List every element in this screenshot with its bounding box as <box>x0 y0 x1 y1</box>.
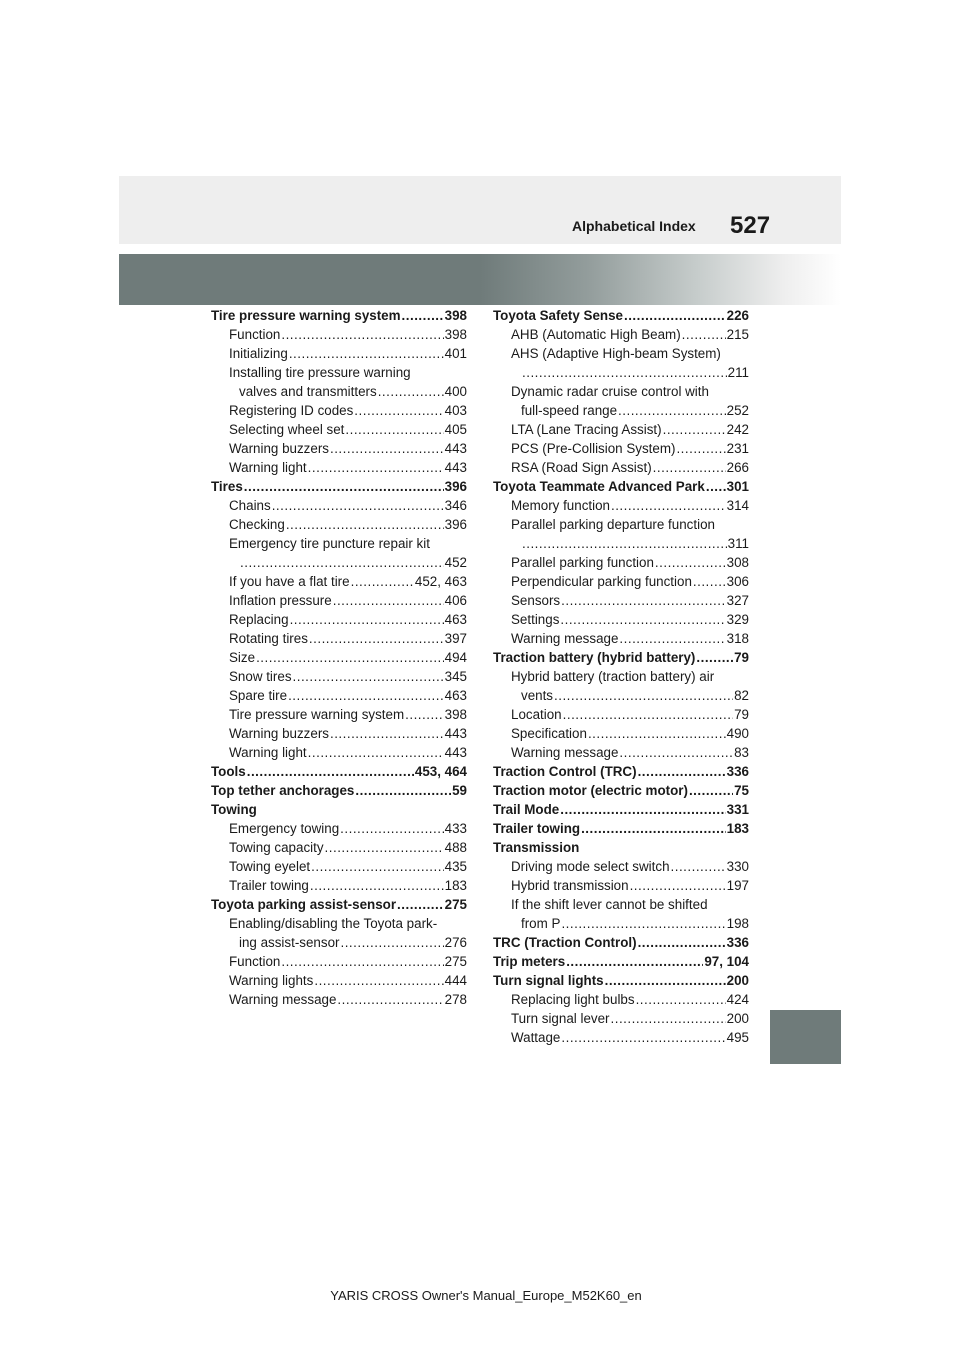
index-entry-label: Parallel parking function <box>511 555 654 570</box>
index-entry-page: 494 <box>444 650 467 665</box>
index-entry-label: Warning message <box>229 992 337 1007</box>
index-entry-page: 200 <box>726 973 749 988</box>
index-entry-label: If you have a flat tire <box>229 574 350 589</box>
dot-leader <box>340 933 443 952</box>
dot-leader <box>351 572 414 591</box>
dot-leader <box>605 971 726 990</box>
index-entry-page: 308 <box>726 555 749 570</box>
index-entry-page: 495 <box>726 1030 749 1045</box>
index-entry <box>493 496 749 515</box>
index-entry <box>211 971 467 990</box>
index-entry-page: 444 <box>444 973 467 988</box>
footer-manual-id: YARIS CROSS Owner's Manual_Europe_M52K60_en <box>330 1288 642 1303</box>
index-entry-page: 424 <box>726 992 749 1007</box>
index-entry <box>493 800 749 819</box>
index-entry <box>493 306 749 325</box>
index-entry-page: 301 <box>726 479 749 494</box>
index-entry-label: Warning buzzers <box>229 441 329 456</box>
dot-leader <box>402 306 444 325</box>
index-entry-page: 397 <box>444 631 467 646</box>
index-entry-label: Initializing <box>229 346 288 361</box>
index-entry-label: Towing <box>211 802 257 817</box>
index-entry-page: 400 <box>444 384 467 399</box>
index-entry-page: 463 <box>444 688 467 703</box>
index-entry-label: Parallel parking departure function <box>511 517 715 532</box>
index-entry <box>493 610 749 629</box>
index-entry-label: TRC (Traction Control) <box>493 935 637 950</box>
index-entry-label: RSA (Road Sign Assist) <box>511 460 652 475</box>
index-entry <box>493 914 749 933</box>
index-entry-page: 327 <box>726 593 749 608</box>
index-entry-label: Driving mode select switch <box>511 859 670 874</box>
index-entry-label: Enabling/disabling the Toyota park- <box>229 916 438 931</box>
index-column-left <box>211 306 467 1009</box>
index-entry-page: 197 <box>726 878 749 893</box>
index-entry <box>493 990 749 1009</box>
index-entry-label: LTA (Lane Tracing Assist) <box>511 422 662 437</box>
index-entry <box>493 838 749 857</box>
dot-leader <box>630 876 726 895</box>
index-entry <box>493 895 749 914</box>
index-entry <box>211 933 467 952</box>
index-entry <box>211 572 467 591</box>
index-entry-page: 330 <box>726 859 749 874</box>
index-entry-label: Toyota Safety Sense <box>493 308 623 323</box>
index-entry-label: Towing capacity <box>229 840 324 855</box>
index-entry <box>211 914 467 933</box>
index-entry <box>211 990 467 1009</box>
index-entry <box>211 819 467 838</box>
index-entry-label: Tools <box>211 764 246 779</box>
dot-leader <box>397 895 444 914</box>
index-entry <box>493 344 749 363</box>
index-entry-page: 278 <box>444 992 467 1007</box>
index-entry-page: 435 <box>444 859 467 874</box>
index-entry <box>493 781 749 800</box>
index-entry-page: 405 <box>444 422 467 437</box>
dot-leader <box>566 952 703 971</box>
dot-leader <box>581 819 726 838</box>
index-entry-page: 198 <box>726 916 749 931</box>
index-entry <box>493 705 749 724</box>
dot-leader <box>405 705 444 724</box>
dot-leader <box>693 572 726 591</box>
dot-leader <box>689 781 733 800</box>
index-entry-page: 398 <box>444 308 467 323</box>
index-entry-label: from P <box>521 916 561 931</box>
index-entry-page: 488 <box>444 840 467 855</box>
index-entry-label: Emergency tire puncture repair kit <box>229 536 430 551</box>
index-entry-label: PCS (Pre-Collision System) <box>511 441 676 456</box>
dot-leader <box>290 610 444 629</box>
index-entry-label: Turn signal lights <box>493 973 604 988</box>
dot-leader <box>619 743 733 762</box>
dot-leader <box>308 743 444 762</box>
index-entry <box>493 572 749 591</box>
dot-leader <box>653 458 726 477</box>
index-entry <box>493 382 749 401</box>
index-entry-label: Emergency towing <box>229 821 340 836</box>
dot-leader <box>663 420 726 439</box>
index-entry-label: Traction motor (electric motor) <box>493 783 688 798</box>
index-entry <box>493 819 749 838</box>
index-entry-page: 82 <box>734 688 749 703</box>
index-entry <box>493 686 749 705</box>
index-entry-page: 83 <box>734 745 749 760</box>
index-entry-label: valves and transmitters <box>239 384 377 399</box>
index-entry-page: 183 <box>444 878 467 893</box>
index-entry <box>211 781 467 800</box>
index-entry <box>211 705 467 724</box>
index-entry-label: If the shift lever cannot be shifted <box>511 897 708 912</box>
index-entry <box>493 591 749 610</box>
index-entry-page: 252 <box>726 403 749 418</box>
index-entry-page: 490 <box>726 726 749 741</box>
dot-leader <box>354 401 443 420</box>
dot-leader <box>561 591 726 610</box>
index-entry <box>493 1009 749 1028</box>
index-entry-label: Hybrid transmission <box>511 878 629 893</box>
index-entry-page: 200 <box>726 1011 749 1026</box>
page-number: 527 <box>730 212 771 239</box>
index-entry <box>211 401 467 420</box>
index-entry-label: Toyota Teammate Advanced Park <box>493 479 705 494</box>
index-entry-page: 276 <box>444 935 467 950</box>
index-entry-label: Warning message <box>511 631 619 646</box>
index-entry <box>211 553 467 572</box>
index-entry <box>493 724 749 743</box>
index-entry-label: Towing eyelet <box>229 859 311 874</box>
index-entry-label: Settings <box>511 612 560 627</box>
index-entry <box>211 534 467 553</box>
dot-leader <box>325 838 444 857</box>
dot-leader <box>522 363 727 382</box>
dot-leader <box>638 762 726 781</box>
index-entry <box>211 800 467 819</box>
dot-leader <box>560 610 725 629</box>
index-entry-label: Warning buzzers <box>229 726 329 741</box>
index-entry-page: 433 <box>444 821 467 836</box>
index-entry-label: Traction Control (TRC) <box>493 764 637 779</box>
index-column-right <box>493 306 749 1047</box>
index-entry-label: Snow tires <box>229 669 292 684</box>
index-entry-label: Perpendicular parking function <box>511 574 692 589</box>
index-entry <box>211 306 467 325</box>
index-entry-label: Tire pressure warning system <box>211 308 401 323</box>
index-entry <box>211 629 467 648</box>
index-entry-page: 314 <box>726 498 749 513</box>
index-entry-page: 97, 104 <box>704 954 749 969</box>
dot-leader <box>706 477 726 496</box>
dot-leader <box>286 515 444 534</box>
index-entry-page: 183 <box>726 821 749 836</box>
dot-leader <box>288 686 444 705</box>
dot-leader <box>619 629 725 648</box>
dot-leader <box>638 933 726 952</box>
index-entry <box>493 458 749 477</box>
dot-leader <box>310 876 444 895</box>
dot-leader <box>293 667 444 686</box>
dot-leader <box>618 401 726 420</box>
index-entry <box>493 933 749 952</box>
index-entry <box>493 1028 749 1047</box>
index-entry <box>493 648 749 667</box>
index-entry-label: Function <box>229 954 281 969</box>
index-entry-label: full-speed range <box>521 403 618 418</box>
index-entry-label: Spare tire <box>229 688 288 703</box>
index-entry-label: Traction battery (hybrid battery) <box>493 650 696 665</box>
index-entry-page: 329 <box>726 612 749 627</box>
index-entry <box>211 762 467 781</box>
index-entry-page: 275 <box>444 954 467 969</box>
index-entry <box>211 363 467 382</box>
index-entry-page: 79 <box>734 650 749 665</box>
index-entry <box>211 382 467 401</box>
index-entry-page: 463 <box>444 612 467 627</box>
index-entry-page: 396 <box>444 517 467 532</box>
index-entry-label: Size <box>229 650 256 665</box>
index-entry-page: 443 <box>444 726 467 741</box>
index-entry-page: 336 <box>726 935 749 950</box>
index-entry-page: 215 <box>726 327 749 342</box>
index-entry-page: 231 <box>726 441 749 456</box>
gradient-band <box>119 254 841 305</box>
index-entry <box>211 648 467 667</box>
index-entry <box>493 420 749 439</box>
index-entry <box>493 553 749 572</box>
index-entry-label: Trip meters <box>493 954 566 969</box>
index-entry <box>493 534 749 553</box>
index-entry-page: 396 <box>444 479 467 494</box>
index-entry <box>211 420 467 439</box>
index-entry-page: 398 <box>444 327 467 342</box>
index-entry-page: 318 <box>726 631 749 646</box>
dot-leader <box>345 420 443 439</box>
index-entry <box>211 686 467 705</box>
index-entry-label: Rotating tires <box>229 631 308 646</box>
index-entry-label: Function <box>229 327 281 342</box>
index-entry-label: Warning lights <box>229 973 314 988</box>
dot-leader <box>682 325 726 344</box>
dot-leader <box>696 648 733 667</box>
index-entry-page: 331 <box>726 802 749 817</box>
index-entry-page: 79 <box>734 707 749 722</box>
index-entry <box>211 458 467 477</box>
index-entry-page: 59 <box>452 783 467 798</box>
index-entry <box>211 724 467 743</box>
index-entry-page: 452, 463 <box>414 574 467 589</box>
index-entry-page: 443 <box>444 441 467 456</box>
dot-leader <box>554 686 733 705</box>
index-entry-page: 242 <box>726 422 749 437</box>
dot-leader <box>624 306 726 325</box>
index-entry <box>493 743 749 762</box>
index-entry <box>211 743 467 762</box>
dot-leader <box>355 781 451 800</box>
dot-leader <box>247 762 414 781</box>
index-entry <box>211 591 467 610</box>
index-entry-label: Toyota parking assist-sensor <box>211 897 397 912</box>
index-entry-label: Tires <box>211 479 243 494</box>
dot-leader <box>655 553 726 572</box>
index-entry-label: Wattage <box>511 1030 561 1045</box>
index-entry <box>493 667 749 686</box>
index-entry <box>211 610 467 629</box>
index-entry-label: Replacing light bulbs <box>511 992 635 1007</box>
index-entry-label: vents <box>521 688 554 703</box>
index-entry-label: Location <box>511 707 562 722</box>
index-entry-page: 345 <box>444 669 467 684</box>
index-entry <box>493 515 749 534</box>
index-entry-page: 398 <box>444 707 467 722</box>
index-entry-page: 452 <box>444 555 467 570</box>
index-entry-page: 266 <box>726 460 749 475</box>
index-entry <box>493 401 749 420</box>
index-entry <box>211 667 467 686</box>
index-entry-page: 75 <box>734 783 749 798</box>
index-entry-label: Registering ID codes <box>229 403 354 418</box>
index-entry-label: Trailer towing <box>493 821 581 836</box>
dot-leader <box>337 990 443 1009</box>
index-entry <box>211 876 467 895</box>
dot-leader <box>611 1009 726 1028</box>
index-entry-label: Sensors <box>511 593 561 608</box>
index-entry-page: 453, 464 <box>414 764 467 779</box>
index-entry-page: 211 <box>727 365 749 380</box>
index-entry-label: Trailer towing <box>229 878 309 893</box>
index-entry <box>211 325 467 344</box>
index-entry <box>211 895 467 914</box>
dot-leader <box>671 857 726 876</box>
index-entry-label: Specification <box>511 726 587 741</box>
index-entry-page: 311 <box>727 536 749 551</box>
index-entry <box>211 477 467 496</box>
chapter-tab <box>770 1010 841 1064</box>
index-entry-label: Memory function <box>511 498 610 513</box>
index-entry <box>493 629 749 648</box>
dot-leader <box>333 591 444 610</box>
dot-leader <box>256 648 444 667</box>
dot-leader <box>636 990 726 1009</box>
index-entry <box>493 439 749 458</box>
dot-leader <box>522 534 727 553</box>
index-entry-label: Warning light <box>229 460 307 475</box>
index-entry-page: 226 <box>726 308 749 323</box>
index-entry <box>493 762 749 781</box>
index-entry <box>493 363 749 382</box>
index-entry-label: Warning light <box>229 745 307 760</box>
index-entry-label: Selecting wheel set <box>229 422 345 437</box>
index-entry <box>493 857 749 876</box>
index-entry <box>211 515 467 534</box>
dot-leader <box>311 857 444 876</box>
index-entry-label: Trail Mode <box>493 802 560 817</box>
index-entry <box>211 838 467 857</box>
dot-leader <box>330 439 444 458</box>
index-entry-label: Dynamic radar cruise control with <box>511 384 709 399</box>
index-entry <box>211 857 467 876</box>
index-entry-page: 275 <box>444 897 467 912</box>
index-entry <box>211 496 467 515</box>
dot-leader <box>563 705 733 724</box>
index-entry-page: 346 <box>444 498 467 513</box>
index-entry-label: Tire pressure warning system <box>229 707 405 722</box>
dot-leader <box>281 952 443 971</box>
index-entry-page: 403 <box>444 403 467 418</box>
dot-leader <box>378 382 444 401</box>
dot-leader <box>309 629 444 648</box>
index-entry-page: 401 <box>444 346 467 361</box>
dot-leader <box>676 439 725 458</box>
dot-leader <box>244 477 444 496</box>
index-entry-page: 443 <box>444 460 467 475</box>
index-entry <box>211 344 467 363</box>
index-entry-label: Top tether anchorages <box>211 783 355 798</box>
index-entry <box>493 952 749 971</box>
index-entry-label: Checking <box>229 517 285 532</box>
dot-leader <box>240 553 444 572</box>
dot-leader <box>560 800 725 819</box>
dot-leader <box>314 971 443 990</box>
dot-leader <box>561 1028 725 1047</box>
index-entry <box>211 439 467 458</box>
index-entry-page: 443 <box>444 745 467 760</box>
index-entry-label: ing assist-sensor <box>239 935 340 950</box>
index-entry-label: AHB (Automatic High Beam) <box>511 327 681 342</box>
dot-leader <box>330 724 444 743</box>
index-entry-page: 306 <box>726 574 749 589</box>
dot-leader <box>611 496 726 515</box>
index-entry-label: Inflation pressure <box>229 593 332 608</box>
index-entry-label: AHS (Adaptive High-beam System) <box>511 346 721 361</box>
index-entry-label: Installing tire pressure warning <box>229 365 411 380</box>
dot-leader <box>588 724 726 743</box>
index-entry-label: Hybrid battery (traction battery) air <box>511 669 715 684</box>
index-entry-label: Turn signal lever <box>511 1011 610 1026</box>
index-entry-label: Chains <box>229 498 271 513</box>
section-title: Alphabetical Index <box>572 218 696 234</box>
index-entry-label: Replacing <box>229 612 289 627</box>
dot-leader <box>340 819 444 838</box>
index-entry <box>493 876 749 895</box>
index-entry <box>211 952 467 971</box>
index-entry-page: 336 <box>726 764 749 779</box>
index-entry-page: 406 <box>444 593 467 608</box>
index-entry-label: Transmission <box>493 840 580 855</box>
index-entry <box>493 477 749 496</box>
dot-leader <box>281 325 443 344</box>
dot-leader <box>308 458 444 477</box>
index-entry <box>493 325 749 344</box>
dot-leader <box>272 496 444 515</box>
dot-leader <box>561 914 725 933</box>
index-entry-label: Warning message <box>511 745 619 760</box>
index-entry <box>493 971 749 990</box>
dot-leader <box>289 344 444 363</box>
